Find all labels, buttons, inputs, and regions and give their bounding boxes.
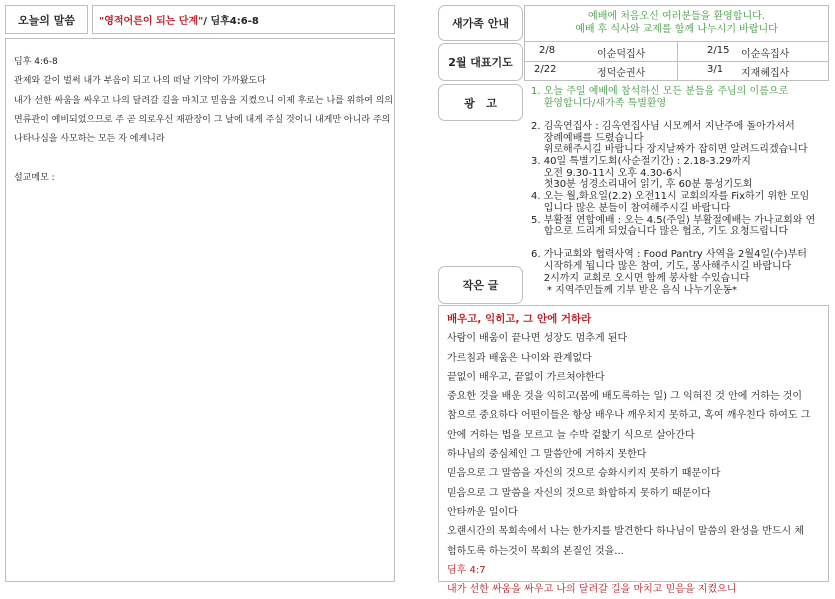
newcomer-line-1: 예배에 처음오신 여러분들을 환영합니다. (588, 11, 765, 22)
announcement-line: 2. 김옥연집사 : 김옥연집사님 시모께서 지난주에 돌아가셔서 (531, 120, 795, 132)
word-label (5, 5, 88, 34)
announcement-line: 6. 가나교회와 협력사역 : Food Pantry 사역을 2월4일(수)부터 (531, 249, 807, 261)
word-title-quote: "영적어른이 되는 단계" (99, 16, 204, 27)
newcomer-label-text: 새가족 안내 (452, 17, 509, 30)
small-article-title: 배우고, 익히고, 그 안에 거하라 (447, 313, 592, 325)
newcomer-text (524, 10, 829, 36)
word-label-text: 오늘의 말씀 (18, 13, 75, 27)
small-article-label-text: 작은 글 (462, 279, 499, 292)
essay-line: 믿음으로 그 말씀을 자신의 것으로 화합하지 못하기 때문이다 (447, 487, 711, 499)
announcement-label-text: 광 고 (464, 96, 497, 110)
word-line: 나타나심을 사모하는 모든 자 에게니라 (14, 134, 165, 145)
announcement-line: 입니다 많은 분들이 참여해주시길 바랍니다 (531, 202, 731, 214)
announcement-line: 3. 40일 특별기도회(사순절기간) : 2.18-3.29까지 (531, 156, 751, 168)
prayer-date: 3/1 (707, 64, 724, 75)
essay-verse: 내가 선한 싸움을 싸우고 나의 달려갈 길을 마치고 믿음을 지켰으니 (447, 584, 737, 596)
prayer-label (438, 43, 523, 81)
announcement-line: 위로해주시길 바랍니다 장지날짜가 잡히면 알려드리겠습니다 (531, 144, 808, 156)
sermon-memo-label: 설교메모 : (14, 172, 55, 183)
announcement-line: 오전 9.30-11시 오후 4.30-6시 (531, 167, 683, 179)
essay-line: 중요한 것을 배운 것을 익히고(몸에 배도록하는 일) 그 익혀진 것 안에 거하는 것이 (447, 391, 803, 403)
essay-line: 험하도록 하는것이 목회의 본질인 것을... (447, 545, 624, 557)
prayer-date: 2/22 (534, 64, 557, 75)
essay-line: 안타까운 일이다 (447, 506, 518, 518)
prayer-name: 이순덕집사 (597, 49, 646, 60)
prayer-date: 2/8 (539, 45, 556, 56)
essay-line: 참으로 중요하다 어떤이들은 항상 배우나 깨우치지 못하고, 혹여 깨우친다 하여도 그 (447, 410, 811, 422)
essay-line: 하나님의 중심체인 그 말씀안에 거하지 못한다 (447, 449, 647, 461)
announcement-list (531, 86, 823, 296)
announcement-line: 합으로 드리게 되었습니다 많은 협조, 기도 요청드립니다 (531, 226, 789, 238)
announcement-line: 1. 오늘 주일 예배에 참석하신 모든 분들을 주님의 이름으로 (531, 86, 789, 97)
prayer-name: 지재혜집사 (741, 68, 790, 79)
word-line: 면류관이 예비되었으므로 주 곧 의로우신 재판장이 그 날에 내게 주실 것이니 내게만 아니라 주의 (14, 114, 391, 125)
prayer-name: 정덕순권사 (597, 68, 646, 79)
announcement-line: 시작하게 됩니다 많은 참여, 기도, 봉사해주시길 바랍니다 (531, 261, 792, 273)
essay-line: 가르침과 배움은 나이와 관계없다 (447, 352, 592, 364)
prayer-name: 이순옥집사 (741, 49, 790, 60)
small-article-label (438, 266, 523, 304)
announcement-label (438, 84, 523, 121)
newcomer-label (438, 5, 523, 41)
announcement-line: 2시까지 교회로 오시면 함께 봉사할 수있습니다 (531, 272, 750, 284)
announcement-line: * 지역주민들께 기부 받은 음식 나누기운동* (531, 284, 738, 296)
word-line: 관제와 같이 벌써 내가 부음이 되고 나의 떠날 기약이 가까왔도다 (14, 76, 266, 87)
announcement-line: 5. 부활절 연합예배 : 오는 4.5(주일) 부활절예배는 가나교회와 연 (531, 214, 816, 226)
prayer-date: 2/15 (707, 45, 730, 56)
essay-line: 안에 거하는 법을 모르고 늘 수박 겉핥기 식으로 살아간다 (447, 429, 695, 441)
essay-line: 오랜시간의 목회속에서 나는 한가지를 발견한다 하나님이 말씀의 완성을 반드시 체 (447, 526, 805, 538)
word-line: 딤후 4:6-8 (14, 57, 58, 67)
word-body-box (5, 38, 395, 582)
word-line: 내가 선한 싸움을 싸우고 나의 달려갈 길을 마치고 믿음을 지켰으니 이제 후로는 나를 위하여 의의 (14, 95, 394, 106)
announcement-line: 4. 오는 월,화요일(2.2) 오전11시 교회의자를 Fix하기 위한 모임 (531, 191, 810, 203)
word-title-box (92, 5, 395, 34)
newcomer-line-2: 예배 후 식사와 교제를 함께 나누시기 바랍니다 (575, 24, 778, 35)
announcement-line: 환영합니다/새가족 특별환영 (531, 97, 667, 109)
announcement-line: 첫30분 성경소리내어 읽기, 후 60분 통성기도회 (531, 179, 753, 191)
essay-line: 믿음으로 그 말씀을 자신의 것으로 승화시키지 못하기 때문이다 (447, 468, 721, 480)
essay-line: 사람이 배움이 끝나면 성장도 멈추게 된다 (447, 333, 628, 345)
essay-line: 끝없이 배우고, 끝없이 가르쳐야한다 (447, 371, 605, 383)
essay-reference: 딤후 4:7 (447, 564, 486, 576)
small-article-body (447, 310, 827, 599)
announcement-line: 장례예배를 드렸습니다 (531, 132, 644, 144)
word-title-ref: / 딤후4:6-8 (203, 16, 259, 27)
word-line (14, 149, 394, 168)
prayer-label-text: 2월 대표기도 (448, 56, 513, 69)
